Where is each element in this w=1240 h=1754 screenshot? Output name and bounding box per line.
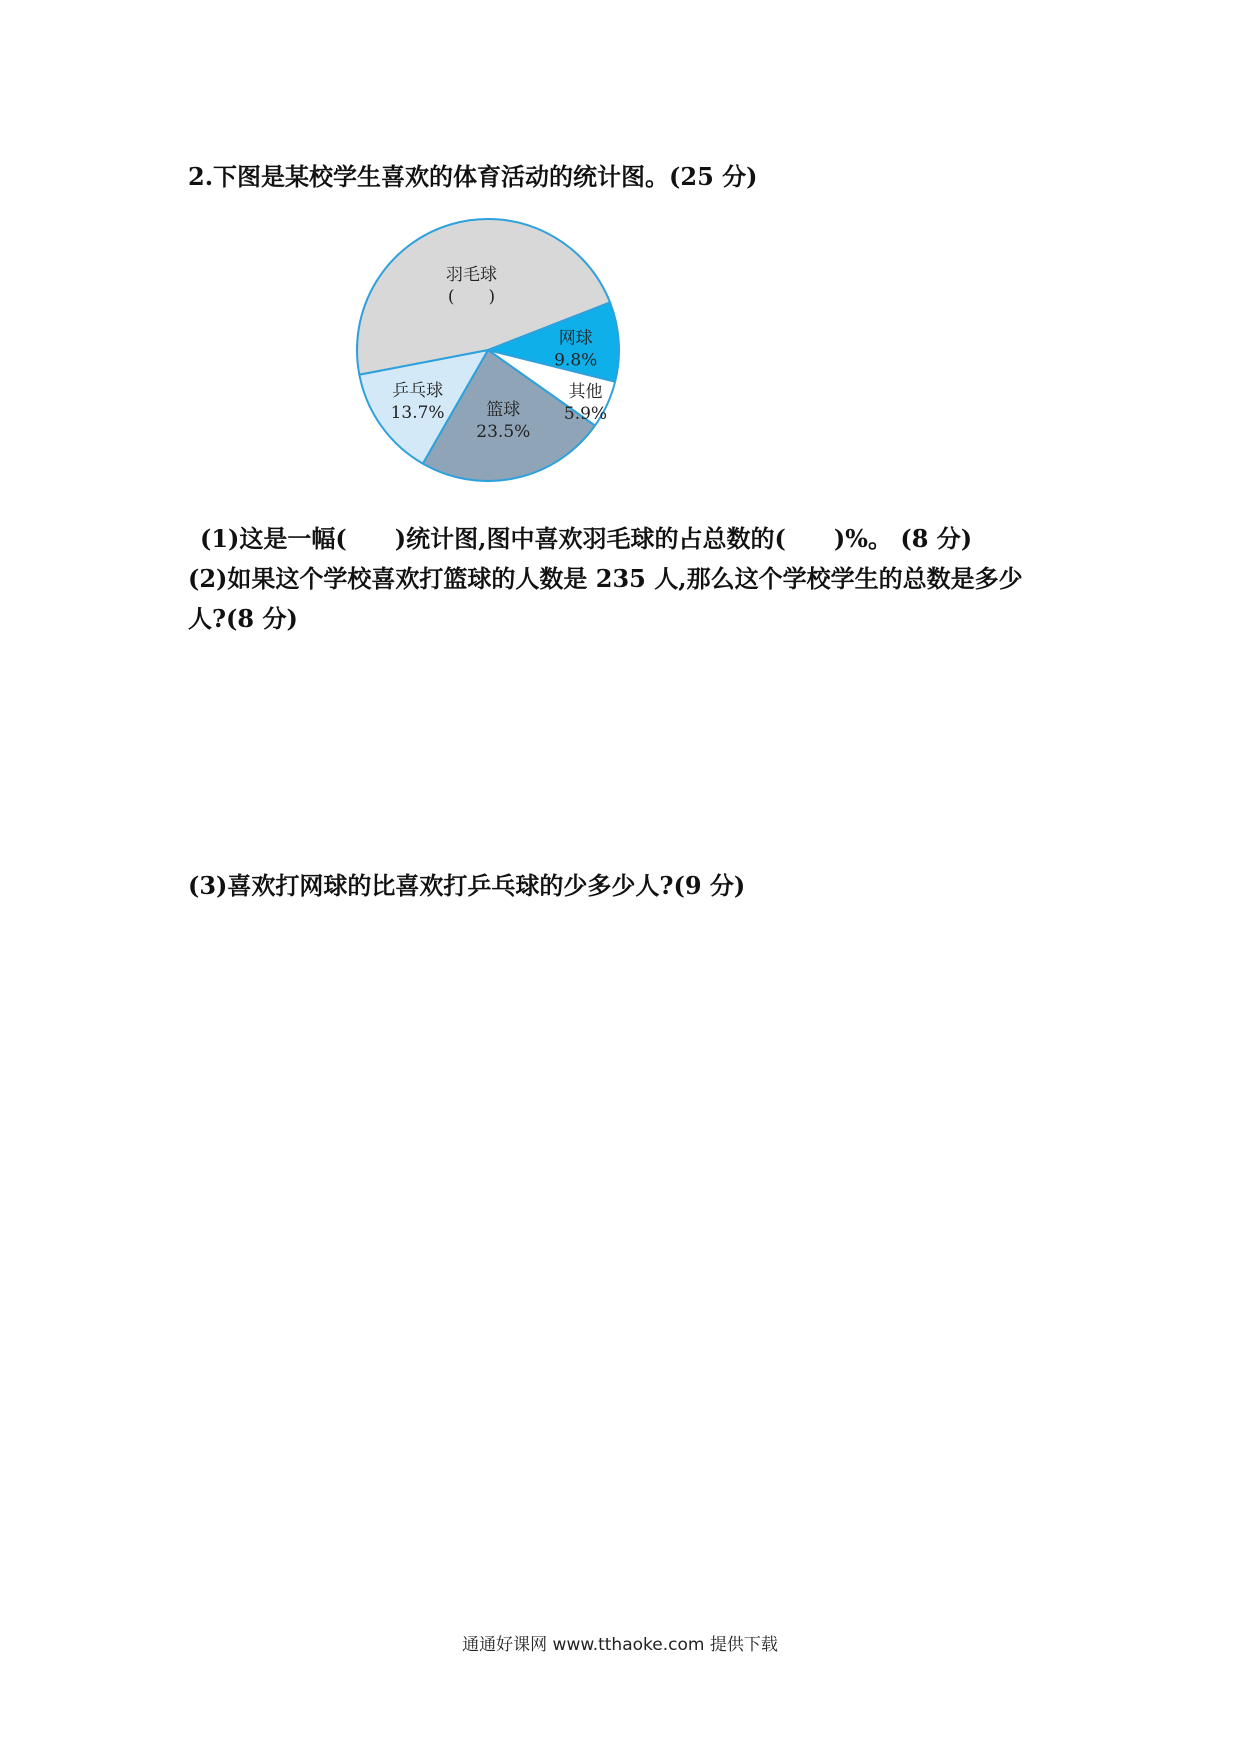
sub-question-2-line-1: (2)如果这个学校喜欢打篮球的人数是 235 人,那么这个学校学生的总数是多少 (188, 564, 1023, 593)
pie-slice-value-2: 23.5% (476, 422, 531, 443)
pie-chart (350, 212, 630, 482)
pie-slice-value-4: ( ) (447, 286, 496, 307)
footer-text: 通通好课网 www.tthaoke.com 提供下载 (462, 1635, 778, 1655)
pie-slice-name-3: 乒乓球 (392, 381, 444, 402)
pie-slice-value-3: 13.7% (390, 403, 445, 424)
pie-slice-name-1: 其他 (568, 382, 603, 402)
pie-slice-name-5: 网球 (558, 328, 593, 349)
question-title: 2.下图是某校学生喜欢的体育活动的统计图。(25 分) (188, 162, 758, 191)
sub-question-2-line-2: 人?(8 分) (188, 604, 298, 633)
sub-question-3: (3)喜欢打网球的比喜欢打乒乓球的少多少人?(9 分) (188, 871, 746, 900)
pie-slice-name-2: 篮球 (486, 400, 521, 421)
pie-slice-value-1: 5.9% (563, 404, 608, 424)
pie-slice-name-4: 羽毛球 (446, 264, 497, 285)
sub-question-2 (188, 559, 1023, 639)
sub-question-1: (1)这是一幅( )统计图,图中喜欢羽毛球的占总数的( )%。 (8 分) (200, 524, 973, 553)
pie-slice-value-5: 9.8% (554, 350, 598, 371)
